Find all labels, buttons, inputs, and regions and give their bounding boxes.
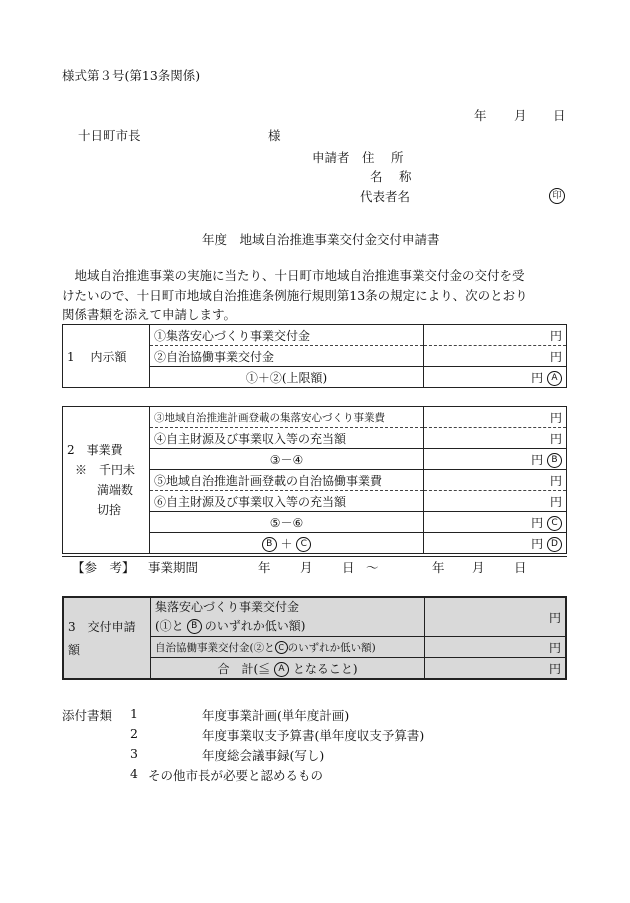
attachment-1-text: 年度事業計画(単年度計画) bbox=[202, 708, 350, 723]
section2-row-4-unit: 円 bbox=[424, 470, 567, 491]
body-line-2: けたいので、十日町市地域自治推進条例施行規則第13条の規定により、次のとおり bbox=[62, 288, 528, 303]
body-line-1: 地域自治推進事業の実施に当たり、十日町市地域自治推進事業交付金の交付を受 bbox=[62, 268, 525, 283]
attachment-2-num: 2 bbox=[130, 726, 138, 741]
section3-table bbox=[62, 596, 567, 680]
section2-sum: B ＋ C bbox=[150, 533, 424, 554]
mark-a: A bbox=[547, 371, 562, 386]
section3-row-2-unit: 円 bbox=[425, 637, 567, 658]
attachment-1-num: 1 bbox=[130, 706, 138, 721]
section3-label: 3 交付申請 額 bbox=[63, 597, 151, 679]
section3-row-2: 自治協働事業交付金(②と C のいずれか低い額) bbox=[151, 637, 425, 658]
addressee-honorific: 様 bbox=[268, 128, 281, 143]
section2-row-6-unit: 円 C bbox=[424, 512, 567, 533]
document-title: 年度 地域自治推進事業交付金交付申請書 bbox=[202, 232, 440, 247]
mark-b: B bbox=[547, 453, 562, 468]
section1-table bbox=[62, 324, 567, 388]
attachment-4-text: その他市長が必要と認めるもの bbox=[148, 768, 324, 783]
section2-row-2: ④自主財源及び事業収入等の充当額 bbox=[150, 428, 424, 449]
period-label: 事業期間 bbox=[148, 560, 199, 575]
section2-row-1-unit: 円 bbox=[424, 407, 567, 428]
reference-label: 【参 考】 bbox=[72, 560, 135, 575]
attachments-label: 添付書類 bbox=[62, 708, 113, 723]
seal-mark: 印 bbox=[549, 187, 565, 204]
attachment-3-text: 年度総会議事録(写し) bbox=[202, 748, 325, 763]
section3-total: 合 計(≦ A となること) bbox=[151, 658, 425, 680]
section1-row-2-unit: 円 bbox=[424, 346, 567, 367]
applicant-address-label: 住 所 bbox=[362, 150, 404, 165]
date-day: 日 bbox=[553, 108, 566, 123]
addressee-name: 十日町市長 bbox=[78, 128, 141, 143]
section1-label: 1 内示額 bbox=[63, 325, 150, 388]
section2-row-3: ③－④ bbox=[150, 449, 424, 470]
section3-row-1-unit: 円 bbox=[425, 597, 567, 637]
section1-row-2: ②自治協働事業交付金 bbox=[150, 346, 424, 367]
section2-label: 2 事業費 ※ 千円未 満端数 切捨 bbox=[63, 407, 150, 554]
section2-row-3-unit: 円 B bbox=[424, 449, 567, 470]
section2-row-5-unit: 円 bbox=[424, 491, 567, 512]
section2-row-5: ⑥自主財源及び事業収入等の充当額 bbox=[150, 491, 424, 512]
section2-sum-unit: 円 D bbox=[424, 533, 567, 554]
applicant-name-label: 名 称 bbox=[370, 169, 412, 184]
section2-row-1: ③地域自治推進計画登載の集落安心づくり事業費 bbox=[150, 407, 424, 428]
section2-row-2-unit: 円 bbox=[424, 428, 567, 449]
mark-c: C bbox=[547, 516, 562, 531]
section1-row-1-unit: 円 bbox=[424, 325, 567, 346]
section2-row-6: ⑤－⑥ bbox=[150, 512, 424, 533]
attachment-3-num: 3 bbox=[130, 746, 138, 761]
applicant-rep-label: 代表者名 bbox=[360, 189, 411, 204]
date-month: 月 bbox=[514, 108, 527, 123]
form-number: 様式第３号(第13条関係) bbox=[62, 68, 201, 83]
section1-total: ①＋②(上限額) bbox=[150, 367, 424, 388]
section3-total-unit: 円 bbox=[425, 658, 567, 680]
section2-row-4: ⑤地域自治推進計画登載の自治協働事業費 bbox=[150, 470, 424, 491]
attachment-2-text: 年度事業収支予算書(単年度収支予算書) bbox=[202, 728, 425, 743]
section2-table bbox=[62, 406, 567, 554]
mark-d: D bbox=[547, 537, 562, 552]
reference-row: 【参 考】 事業期間 年 月 日 ～ 年 月 日 bbox=[62, 556, 567, 576]
section1-total-unit: 円 A bbox=[424, 367, 567, 388]
section3-row-1: 集落安心づくり事業交付金 (①と B のいずれか低い額) bbox=[151, 597, 425, 637]
applicant-label: 申請者 bbox=[312, 150, 350, 165]
date-year: 年 bbox=[474, 108, 487, 123]
body-line-3: 関係書類を添えて申請します。 bbox=[62, 307, 237, 322]
attachment-4-num: 4 bbox=[130, 766, 138, 781]
section1-row-1: ①集落安心づくり事業交付金 bbox=[150, 325, 424, 346]
